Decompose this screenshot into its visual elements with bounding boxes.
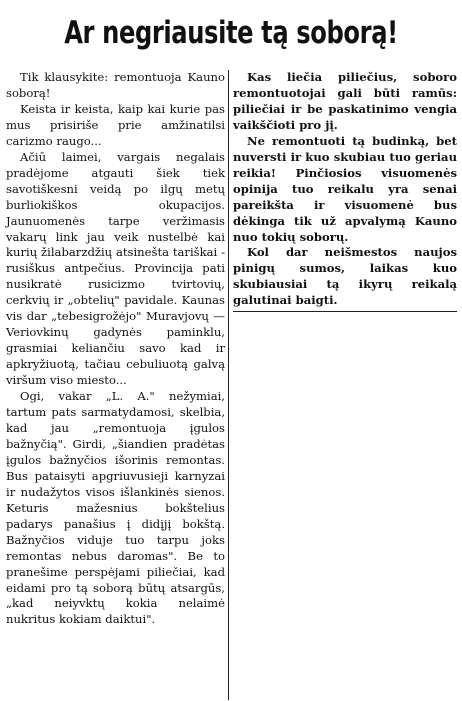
paragraph: Ogi, vakar „L. A." nežymiai, tartum pats sarmatydamosi, skelbia, kad jau „remontuoja įgulos bažnyčią". Girdi, „šiandien pradėtas įgulos bažnyčios išorinis remontas. Bus pataisyti apgriuvusieji karnyzai ir nudažytos visos išlankinės sienos. Keturis mažesnius bokštelius padarys panašius į didįjį bokštą. Bažnyčios viduje tuo tarpu joks remontas nebus daromas". Be to pranešime perspėjami piliečiai, kad eidami pro tą soborą būtų atsargūs, „kad neiyvktų kokia nelaimė nukritus kokiam daiktui". (6, 389, 225, 627)
paragraph: Kas liečia piliečius, soboro remontuotojai gali būti ramūs: piliečiai ir be paskatinimo vengia vaikščioti pro jį. (233, 70, 457, 132)
right-column (233, 70, 457, 312)
paragraph: Tik klausykite: remontuoja Kauno soborą! (6, 70, 225, 100)
column-divider (228, 70, 229, 700)
paragraph: Keista ir keista, kaip kai kurie pas mus prisiriše prie amžinatilsi carizmo raugo... (6, 101, 225, 148)
headline: Ar negriausite tą soborą! (64, 15, 398, 51)
end-rule (233, 311, 457, 312)
paragraph: Ačiū laimei, vargais negalais pradėjome atgauti šiek tiek savotiškesni veidą po ilgų metų burliokiškos okupacijos. Jaunuomenės tarpe veržimasis vakarų link jau veik nustelbė kai kurių žilabarzdžių atsinešta tariškai - rusiškus antpečius. Provincija pati nusikratė rusicizmo tvirtovių, cerkvių ir „obtelių" pavidale. Kaunas vis dar „tebesigrožėjo" Muravjovų — Veriovkinų gadynės paminklu, grasmiai keliančiu savo kad ir apkryžiuotą, tačiau cebuliuotą galvą viršum viso miesto... (6, 149, 225, 388)
paragraph: Ne remontuoti tą budinką, bet nuversti ir kuo skubiau tuo geriau reikia! Pinčiosios visuomenės opinija tuo reikalu yra senai pareikšta ir visuomenė bus dėkinga tik už apvalymą Kauno nuo tokių soborų. (233, 133, 457, 244)
left-column (6, 70, 225, 628)
paragraph: Kol dar neišmestos naujos pinigų sumos, laikas kuo skubiausiai tą ikyrų reikalą galutinai baigti. (233, 245, 457, 308)
